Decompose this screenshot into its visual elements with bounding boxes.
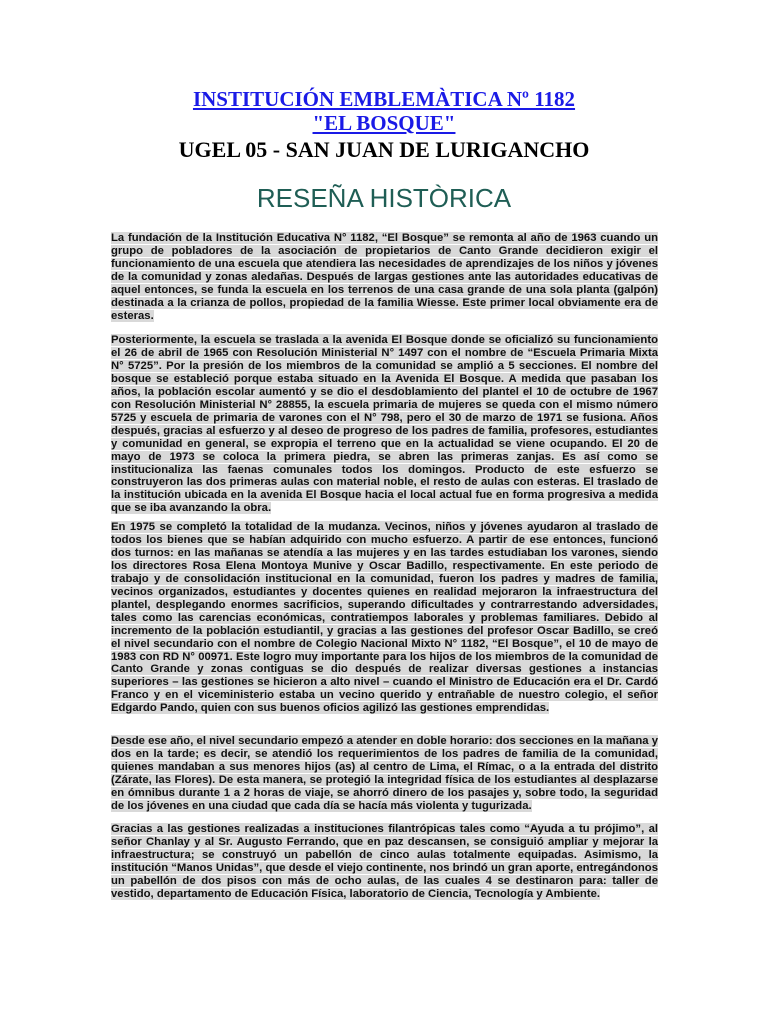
- paragraph-text: Posteriormente, la escuela se traslada a la avenida El Bosque donde se oficializó su funcionamiento el 26 de abril de 1965 con Resolución Ministerial N° 1497 con el nombre de “Escuela Primaria Mixta N° 5725”. Por la presión de los miembros de la comunidad se amplió a 5 secciones. El nombre del bosque se estableció porque estaba situado en la Avenida El Bosque. A medida que pasaban los años, la población escolar aumentó y se dio el desdoblamiento del plantel el 10 de octubre de 1967 con Resolución Ministerial N° 28855, la escuela primaria de mujeres se queda con el mismo número 5725 y escuela de primaria de varones con el N° 798, pero el 30 de marzo de 1971 se fusiona. Años después, gracias al esfuerzo y al deseo de progreso de los padres de familia, profesores, estudiantes y comunidad en general, se expropia el terreno que en la actualidad se viene ocupando. El 20 de mayo de 1973 se coloca la primera piedra, se abren las primeras zanjas. Es así como se institucionaliza las faenas comunales todos los domingos. Producto de este esfuerzo se construyeron las dos primeras aulas con material noble, el resto de aulas con esteras. El traslado de la institución ubicada en la avenida El Bosque hacia el local actual fue en forma progresiva a medida que se iba avanzando la obra.: [111, 334, 658, 515]
- paragraph-1: [111, 232, 658, 323]
- paragraph-text: La fundación de la Institución Educativa N° 1182, “El Bosque” se remonta al año de 1963 cuando un grupo de pobladores de la asociación de propietarios de Canto Grande decidieron exigir el funcionamiento de una escuela que atendiera las necesidades de aprendizajes de los niños y jóvenes de la comunidad y zonas aledañas. Después de largas gestiones ante las autoridades educativas de aquel entonces, se funda la escuela en los terrenos de una casa grande de una sola planta (galpón) destinada a la crianza de pollos, propiedad de la familia Wiesse. Este primer local obviamente era de esteras.: [111, 232, 658, 322]
- title-line-1[interactable]: [0, 87, 768, 111]
- paragraph-text: Desde ese año, el nivel secundario empezó a atender en doble horario: dos secciones en la mañana y dos en la tarde; es decir, se atendió los requerimientos de los padres de familia de la comunidad, quienes mandaban a sus menores hijos (as) al centro de Lima, el Rímac, o a la entrada del distrito (Zárate, las Flores). De esta manera, se protegió la integridad física de los estudiantes al desplazarse en ómnibus durante 1 a 2 horas de viaje, se ahorró dinero de los pasajes y, sobre todo, la seguridad de los jóvenes en una ciudad que cada día se hacía más violenta y tugurizada.: [111, 735, 658, 812]
- institution-title-link[interactable]: INSTITUCIÓN EMBLEMÀTICA Nº 1182: [192, 87, 576, 111]
- paragraph-4: [111, 735, 658, 813]
- title-line-2[interactable]: [0, 111, 768, 135]
- paragraph-3: [111, 521, 658, 715]
- school-name-link[interactable]: "EL BOSQUE": [312, 111, 456, 135]
- paragraph-2: [111, 334, 658, 515]
- paragraph-text: Gracias a las gestiones realizadas a instituciones filantrópicas tales como “Ayuda a tu prójimo”, al señor Chanlay y al Sr. Augusto Ferrando, que en paz descansen, se consiguió ampliar y mejorar la infraestructura; se construyó un pabellón de cinco aulas totalmente equipadas. Asimismo, la institución “Manos Unidas”, que desde el viejo continente, nos brindó un gran aporte, entregándonos un pabellón de dos pisos con más de ocho aulas, de las cuales 4 se destinaron para: taller de vestido, departamento de Educación Física, laboratorio de Ciencia, Tecnología y Ambiente.: [111, 823, 658, 900]
- paragraph-5: [111, 823, 658, 901]
- section-title: RESEÑA HISTÒRICA: [256, 183, 512, 213]
- paragraph-text: En 1975 se completó la totalidad de la mudanza. Vecinos, niños y jóvenes ayudaron al traslado de todos los bienes que se habían adquirido con mucho esfuerzo. A partir de ese entonces, funcionó dos turnos: en las mañanas se atendía a las mujeres y en las tardes estudiaban los varones, siendo los directores Rosa Elena Montoya Munive y Oscar Badillo, respectivamente. En este periodo de trabajo y de consolidación institucional en la comunidad, fueron los padres y madres de familia, vecinos organizados, estudiantes y docentes quienes en realidad mejoraron la infraestructura del plantel, desplegando enormes sacrificios, superando dificultades y contrarrestando adversidades, tales como las carencias económicas, contratiempos laborales y problemas familiares. Debido al incremento de la población estudiantil, y gracias a las gestiones del profesor Oscar Badillo, se creó el nivel secundario con el nombre de Colegio Nacional Mixto N° 1182, “El Bosque”, el 10 de mayo de 1983 con RD N° 00971. Este logro muy importante para los hijos de los miembros de la comunidad de Canto Grande y zonas contiguas se dio después de realizar diversas gestiones a instancias superiores – las gestiones se hicieron a alto nivel – cuando el Ministro de Educación era el Dr. Cardó Franco y en el viceministerio estaba un vecino querido y entrañable de nuestro colegio, el señor Edgardo Pando, quien con sus buenos oficios agilizó las gestiones emprendidas.: [111, 521, 658, 715]
- document-subtitle: UGEL 05 - SAN JUAN DE LURIGANCHO: [178, 137, 590, 162]
